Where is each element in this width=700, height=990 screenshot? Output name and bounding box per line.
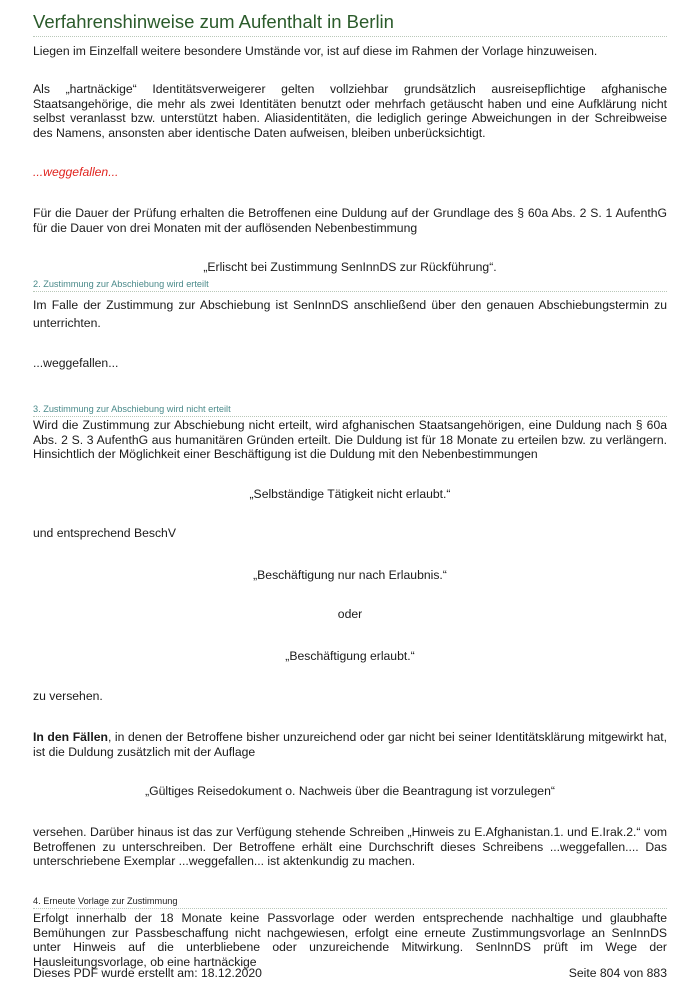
paragraph-intro: Liegen im Einzelfall weitere besondere Umstände vor, ist auf diese im Rahmen der Vorlage hinzuweisen. [33, 44, 598, 58]
quote-beschaeftigung-erlaubt: „Beschäftigung erlaubt.“ [285, 649, 415, 663]
quote-selbstaendig: „Selbständige Tätigkeit nicht erlaubt.“ [249, 487, 451, 501]
section-3-heading [33, 404, 667, 417]
section-4-heading-text: 4. Erneute Vorlage zur Zustimmung [33, 896, 178, 906]
paragraph-identity: Als „hartnäckige“ Identitätsverweigerer gelten vollziehbar grundsätzlich ausreisepflichtige afghanische Staatsangehörige, die mehr als zwei Identitäten benutzt oder mehrfach getäuscht haben und eine Aufklärung nicht selbst veranlasst bzw. unterstützt haben. Aliasidentitäten, die lediglich geringe Abweichungen in der Schreibweise des Namens, ansonsten aber identische Daten aufweisen, bleiben unberücksichtigt. [33, 82, 667, 140]
section-2-heading-text: 2. Zustimmung zur Abschiebung wird erteilt [33, 279, 209, 289]
section-2-divider [33, 291, 667, 292]
text-oder: oder [337, 607, 363, 621]
document-page [33, 0, 667, 990]
section-3-divider [33, 416, 667, 417]
paragraph-duldung: Wird die Zustimmung zur Abschiebung nicht erteilt, wird afghanischen Staatsangehörigen, eine Duldung nach § 60a Abs. 2 S. 3 AufenthG aus humanitären Gründen erteilt. Die Duldung ist für 18 Monate zu erteilen bzw. zu verlängern. Hinsichtlich der Möglichkeit einer Beschäftigung ist die Duldung mit den Nebenbestimmungen [33, 418, 667, 461]
footer-created-date: Dieses PDF wurde erstellt am: 18.12.2020 [33, 966, 262, 980]
section-3-heading-text: 3. Zustimmung zur Abschiebung wird nicht erteilt [33, 404, 231, 414]
paragraph-faelle [33, 730, 667, 759]
paragraph-erneute-vorlage: Erfolgt innerhalb der 18 Monate keine Passvorlage oder werden entsprechende nachhaltige und glaubhafte Bemühungen zur Passbeschaffung nicht nachgewiesen, erfolgt eine erneute Zustimmungsvorlage an SenInnDS unter Hinweis auf die unterbliebene oder unzureichende Mitwirkung. SenInnDS prüft im Wege der Hausleitungsvorlage, ob eine hartnäckige [33, 911, 667, 969]
section-4-heading [33, 896, 667, 909]
paragraph-duration: Für die Dauer der Prüfung erhalten die Betroffenen eine Duldung auf der Grundlage des § 60a Abs. 2 S. 1 AufenthG für die Dauer von drei Monaten mit der auflösenden Nebenbestimmung [33, 206, 667, 235]
title-divider [33, 36, 667, 37]
quote-beschaeftigung-erlaubnis: „Beschäftigung nur nach Erlaubnis.“ [253, 568, 447, 582]
paragraph-versehen: zu versehen. [33, 689, 103, 703]
footer-page-number: Seite 804 von 883 [568, 966, 667, 980]
paragraph-schreiben: versehen. Darüber hinaus ist das zur Verfügung stehende Schreiben „Hinweis zu E.Afghanistan.1. und E.Irak.2.“ vom Betroffenen zu unterschreiben. Der Betroffene erhält eine Durchschrift dieses Schreibens ...weggefallen.... Das unterschriebene Exemplar ...weggefallen... ist aktenkundig zu machen. [33, 825, 667, 868]
section-2-heading [33, 279, 667, 292]
quote-reisedokument: „Gültiges Reisedokument o. Nachweis über die Beantragung ist vorzulegen“ [145, 784, 555, 798]
quote-erlischt: „Erlischt bei Zustimmung SenInnDS zur Rückführung“. [203, 260, 497, 274]
page-title: Verfahrenshinweise zum Aufenthalt in Berlin [33, 11, 394, 32]
omitted-note-red: ...weggefallen... [33, 165, 119, 179]
paragraph-beschv: und entsprechend BeschV [33, 526, 176, 540]
paragraph-faelle-text: , in denen der Betroffene bisher unzureichend oder gar nicht bei seiner Identitätsklärung mitgewirkt hat, ist die Duldung zusätzlich mit der Auflage [33, 730, 667, 759]
omitted-note: ...weggefallen... [33, 356, 119, 370]
paragraph-abschiebung: Im Falle der Zustimmung zur Abschiebung ist SenInnDS anschließend über den genauen Abschiebungstermin zu unterrichten. [33, 298, 667, 330]
paragraph-faelle-bold: In den Fällen [33, 730, 108, 744]
section-4-divider [33, 908, 667, 909]
